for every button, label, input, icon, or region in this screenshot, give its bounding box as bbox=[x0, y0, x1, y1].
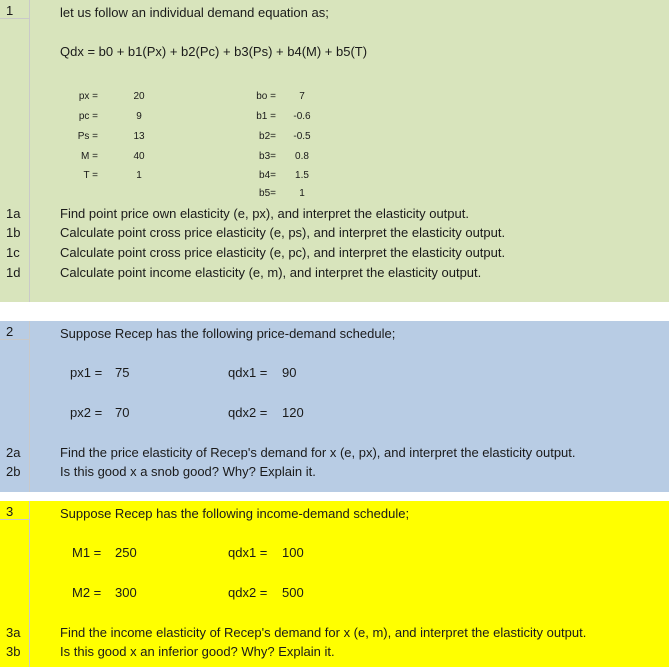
coef-label-b0: bo = bbox=[256, 91, 276, 102]
question-text: Calculate point cross price elasticity (e, ps), and interpret the elasticity output. bbox=[60, 225, 506, 240]
var-label-px: px = bbox=[78, 91, 98, 102]
number-cell bbox=[0, 501, 29, 520]
quantity-value-1: 100 bbox=[282, 545, 304, 560]
var-label-t: T = bbox=[83, 170, 98, 181]
quantity-value-2: 120 bbox=[282, 405, 304, 420]
question-text: Calculate point cross price elasticity (e, pc), and interpret the elasticity output. bbox=[60, 245, 506, 260]
coef-label-b1: b1 = bbox=[256, 111, 276, 122]
var-label-pc: pc = bbox=[78, 111, 98, 122]
intro-text: let us follow an individual demand equation as; bbox=[60, 5, 329, 20]
var-value-px: 20 bbox=[133, 91, 145, 102]
quantity-label-2: qdx2 = bbox=[228, 585, 268, 600]
question-text: Calculate point income elasticity (e, m), and interpret the elasticity output. bbox=[60, 265, 482, 280]
question-text: Is this good x an inferior good? Why? Explain it. bbox=[60, 644, 335, 659]
demand-equation: Qdx = b0 + b1(Px) + b2(Pc) + b3(Ps) + b4(M) + b5(T) bbox=[60, 44, 368, 59]
coef-label-b4: b4= bbox=[259, 170, 276, 181]
quantity-value-1: 90 bbox=[282, 365, 297, 380]
price-value-2: 70 bbox=[115, 405, 130, 420]
coef-value-b1: -0.6 bbox=[293, 111, 311, 122]
intro-text: Suppose Recep has the following income-demand schedule; bbox=[60, 506, 410, 521]
quantity-label-2: qdx2 = bbox=[228, 405, 268, 420]
coef-label-b3: b3= bbox=[259, 151, 276, 162]
var-label-ps: Ps = bbox=[77, 131, 98, 142]
income-label-1: M1 = bbox=[72, 545, 102, 560]
section-3 bbox=[0, 501, 669, 667]
coef-value-b5: 1 bbox=[299, 188, 305, 199]
question-id: 3b bbox=[6, 644, 21, 659]
var-value-ps: 13 bbox=[133, 131, 145, 142]
number-cell bbox=[0, 321, 29, 340]
question-text: Find the income elasticity of Recep's demand for x (e, m), and interpret the elasticity output. bbox=[60, 625, 587, 640]
var-value-pc: 9 bbox=[136, 111, 142, 122]
question-text: Find point price own elasticity (e, px), and interpret the elasticity output. bbox=[60, 206, 469, 221]
coef-value-b2: -0.5 bbox=[293, 131, 311, 142]
question-id: 2a bbox=[6, 445, 21, 460]
section-number: 1 bbox=[6, 3, 14, 18]
income-value-2: 300 bbox=[115, 585, 137, 600]
number-cell bbox=[0, 0, 29, 19]
section-1 bbox=[0, 0, 669, 302]
coef-value-b0: 7 bbox=[299, 91, 305, 102]
question-id: 1a bbox=[6, 206, 21, 221]
question-id: 1d bbox=[6, 265, 21, 280]
question-text: Is this good x a snob good? Why? Explain it. bbox=[60, 464, 316, 479]
coef-label-b5: b5= bbox=[259, 188, 276, 199]
question-id: 1c bbox=[6, 245, 20, 260]
section-2 bbox=[0, 321, 669, 492]
question-id: 2b bbox=[6, 464, 21, 479]
row-number-gutter bbox=[0, 501, 30, 667]
question-id: 3a bbox=[6, 625, 21, 640]
question-text: Find the price elasticity of Recep's demand for x (e, px), and interpret the elasticity output. bbox=[60, 445, 576, 460]
coef-value-b4: 1.5 bbox=[295, 170, 309, 181]
income-label-2: M2 = bbox=[72, 585, 102, 600]
income-value-1: 250 bbox=[115, 545, 137, 560]
section-number: 2 bbox=[6, 324, 14, 339]
quantity-label-1: qdx1 = bbox=[228, 365, 268, 380]
coef-value-b3: 0.8 bbox=[295, 151, 309, 162]
var-value-m: 40 bbox=[133, 151, 145, 162]
var-label-m: M = bbox=[81, 151, 98, 162]
quantity-value-2: 500 bbox=[282, 585, 304, 600]
section-number: 3 bbox=[6, 504, 14, 519]
quantity-label-1: qdx1 = bbox=[228, 545, 268, 560]
price-label-2: px2 = bbox=[70, 405, 103, 420]
intro-text: Suppose Recep has the following price-demand schedule; bbox=[60, 326, 396, 341]
question-id: 1b bbox=[6, 225, 21, 240]
price-label-1: px1 = bbox=[70, 365, 103, 380]
coef-label-b2: b2= bbox=[259, 131, 276, 142]
price-value-1: 75 bbox=[115, 365, 130, 380]
var-value-t: 1 bbox=[136, 170, 142, 181]
